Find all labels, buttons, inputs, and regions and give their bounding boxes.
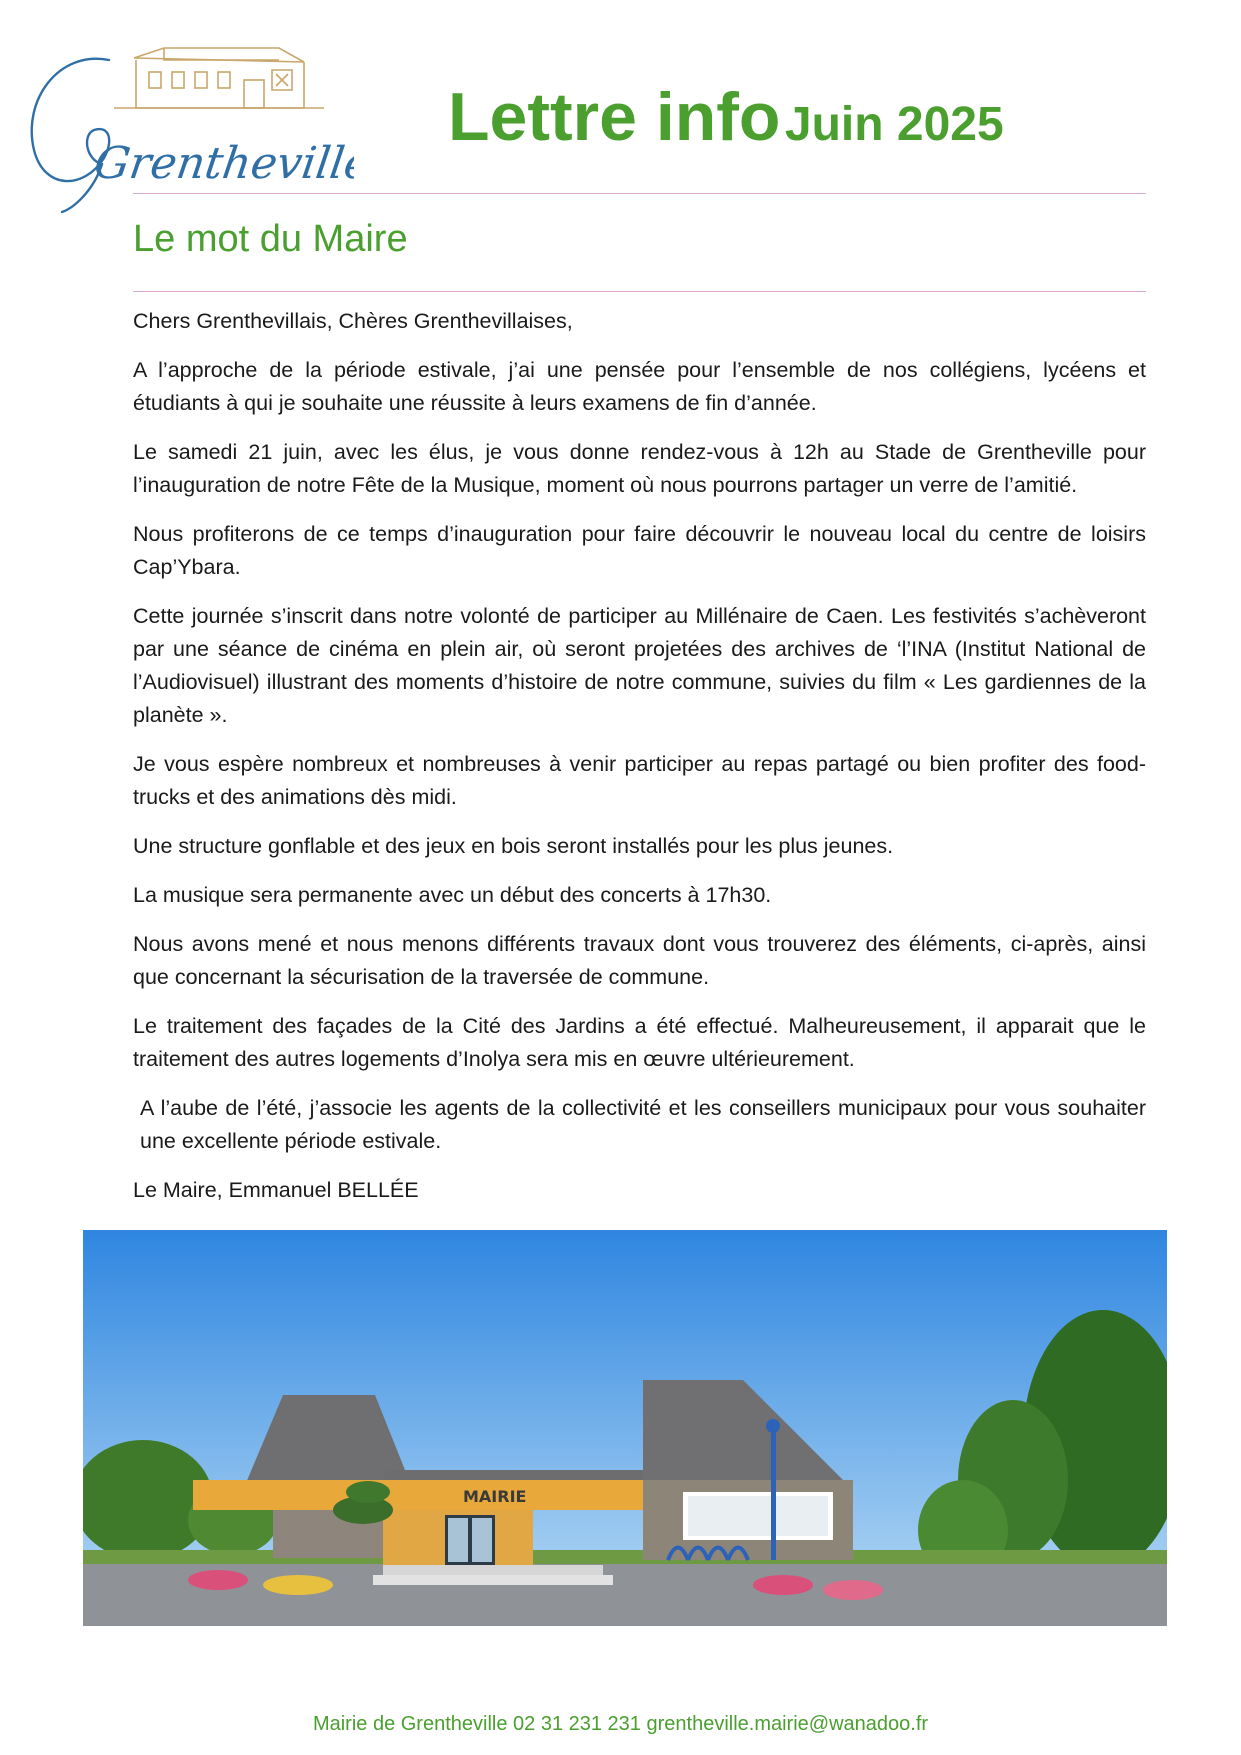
mayor-letter xyxy=(133,305,1146,1223)
divider-bottom xyxy=(133,291,1146,292)
letter-paragraph: A l’aube de l’été, j’associe les agents de la collectivité et les conseillers municipaux pour vous souhaiter une excellente période estivale. xyxy=(140,1096,1146,1153)
title-main: Lettre info xyxy=(448,79,781,155)
letter-paragraph: A l’approche de la période estivale, j’ai une pensée pour l’ensemble de nos collégiens, lycéens et étudiants à qui je souhaite une réussite à leurs examens de fin d’année. xyxy=(133,358,1146,415)
letter-paragraph: Le traitement des façades de la Cité des Jardins a été effectué. Malheureusement, il apparait que le traitement des autres logements d’Inolya sera mis en œuvre ultérieurement. xyxy=(133,1014,1146,1071)
section-title: Le mot du Maire xyxy=(133,218,408,260)
letter-paragraph: Nous avons mené et nous menons différents travaux dont vous trouverez des éléments, ci-après, ainsi que concernant la sécurisation de la traversée de commune. xyxy=(133,932,1146,989)
town-hall-photo xyxy=(83,1230,1167,1626)
letter-paragraph: La musique sera permanente avec un début des concerts à 17h30. xyxy=(133,883,772,907)
town-hall-sketch-icon xyxy=(14,40,354,215)
letter-paragraph: Le samedi 21 juin, avec les élus, je vous donne rendez-vous à 12h au Stade de Grentheville pour l’inauguration de notre Fête de la Musique, moment où nous pourrons partager un verre de l’amitié. xyxy=(133,440,1146,497)
title-date: Juin 2025 xyxy=(784,98,1004,151)
letter-paragraph: Cette journée s’inscrit dans notre volonté de participer au Millénaire de Caen. Les festivités s’achèveront par une séance de cinéma en plein air, où seront projetées des archives de ‘l’INA (Institut National de l’Audiovisuel) illustrant des moments d’histoire de notre commune, suivies du film « Les gardiennes de la planète ». xyxy=(133,604,1146,727)
letter-paragraph: Nous profiterons de ce temps d’inauguration pour faire découvrir le nouveau local du centre de loisirs Cap’Ybara. xyxy=(133,522,1146,579)
letter-paragraph: Une structure gonflable et des jeux en bois seront installés pour les plus jeunes. xyxy=(133,834,894,858)
divider-top xyxy=(133,193,1146,194)
logo-wordmark: Grentheville xyxy=(91,138,354,189)
letter-paragraph: Je vous espère nombreux et nombreuses à venir participer au repas partagé ou bien profiter des food-trucks et des animations dès midi. xyxy=(133,752,1146,809)
town-hall-illustration xyxy=(83,1230,1167,1626)
footer-contact: Mairie de Grentheville 02 31 231 231 grentheville.mairie@wanadoo.fr xyxy=(312,1713,929,1735)
newsletter-title xyxy=(448,78,1004,156)
logo xyxy=(14,40,354,215)
mairie-sign: MAIRIE xyxy=(463,1487,527,1506)
letter-paragraph: Chers Grenthevillais, Chères Grenthevillaises, xyxy=(133,309,573,333)
letter-signature: Le Maire, Emmanuel BELLÉE xyxy=(133,1178,419,1202)
